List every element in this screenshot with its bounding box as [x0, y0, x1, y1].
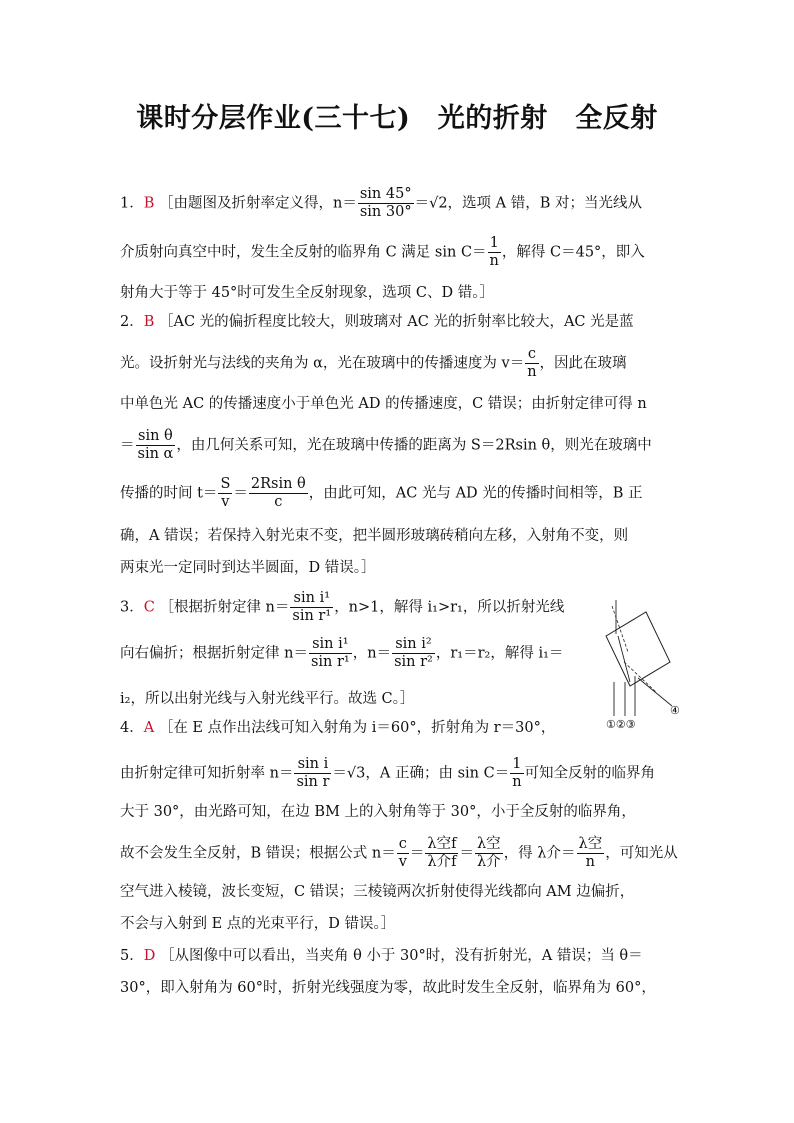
q4-text: ＝ [459, 845, 474, 862]
q1-line-1 [120, 186, 642, 221]
q3-line-2 [120, 636, 563, 671]
q4-answer: A [143, 720, 155, 736]
q3-text: ，r₁＝r₂，解得 i₁＝ [435, 645, 564, 662]
q3-fraction-1: $\frac{\text{sin i¹}}{\text{sin r¹}}$ [292, 590, 332, 624]
q4-fraction-5: $\frac{\text{λ空}}{\text{λ介}}$ [476, 836, 501, 870]
q2-text: ［AC 光的偏折程度比较大，则玻璃对 AC 光的折射率比较大，AC 光是蓝 [159, 314, 634, 330]
q1-line-3: 射角大于等于 45°时可发生全反射现象，选项 C、D 错。］ [120, 285, 494, 301]
q2-text: 传播的时间 t＝ [120, 485, 218, 502]
q5-line-2: 30°，即入射角为 60°时，折射光线强度为零，故此时发生全反射，临界角为 60°， [120, 980, 656, 996]
q2-text: 光。设折射光与法线的夹角为 α，光在玻璃中的传播速度为 v＝ [120, 355, 525, 372]
refraction-diagram [594, 596, 694, 732]
q2-text: ，因此在玻璃 [539, 355, 627, 372]
q2-fraction-3: $\frac{S}{v}$ [220, 476, 231, 510]
q2-line-5 [120, 476, 643, 511]
q4-line-6: 不会与入射到 E 点的光束平行，D 错误。］ [120, 916, 396, 932]
q4-fraction-2: $\frac{1}{n}$ [512, 756, 522, 790]
q3-text: 向右偏折；根据折射定律 n＝ [120, 645, 308, 662]
q4-fraction-6: $\frac{\text{λ空}}{n}$ [578, 836, 603, 870]
q3-text: ，n＝ [352, 645, 392, 662]
q1-text: ［由题图及折射率定义得，n＝ [159, 195, 357, 212]
q1-fraction-1: $\frac{\sin 45^\circ}{\sin 30^\circ}$ [359, 186, 412, 220]
q1-fraction-2: $\frac{1}{n}$ [489, 235, 499, 269]
q1-answer: B [143, 195, 155, 212]
q2-line-4 [120, 428, 652, 463]
q3-text: ，n>1，解得 i₁>r₁，所以折射光线 [334, 599, 565, 616]
q4-text: ，可知光从 [605, 845, 678, 862]
q2-text: ＝ [233, 485, 248, 502]
q2-text: ＝ [120, 437, 135, 454]
q1-text: 介质射向真空中时，发生全反射的临界角 C 满足 sin C＝ [120, 244, 487, 261]
page-title: 课时分层作业(三十七) 光的折射 全反射 [136, 103, 658, 134]
q1-line-2 [120, 235, 645, 270]
q2-text: ，由几何关系可知，光在玻璃中传播的距离为 S＝2Rsin θ，则光在玻璃中 [176, 437, 652, 454]
q3-text: ［根据折射定律 n＝ [159, 599, 290, 616]
q3-answer: C [143, 599, 155, 616]
q2-line-7: 两束光一定同时到达半圆面，D 错误。］ [120, 560, 376, 576]
q4-fraction-1: $\frac{\text{sin i}}{\text{sin r}}$ [296, 756, 330, 790]
ray-4 [638, 678, 672, 706]
diagram-label-123: ①②③ [606, 718, 636, 731]
q1-text: ＝√2，选项 A 错，B 对；当光线从 [414, 195, 642, 212]
q4-fraction-3: $\frac{c}{v}$ [398, 836, 407, 870]
q4-text: ［在 E 点作出法线可知入射角为 i＝60°，折射角为 r＝30°， [158, 720, 556, 736]
q1-number: 1． [120, 195, 144, 212]
q3-number: 3． [120, 599, 144, 616]
q4-text: ＝ [409, 845, 425, 862]
q5-answer: D [143, 948, 156, 964]
q4-text: 由折射定律可知折射率 n＝ [120, 765, 294, 782]
q4-fraction-4: $\frac{\text{λ空f}}{\text{λ介f}}$ [427, 836, 457, 870]
q3-line-3: i₂，所以出射光线与入射光线平行。故选 C。］ [120, 691, 415, 707]
q4-line-5: 空气进入棱镜，波长变短，C 错误；三棱镜两次折射使得光线都向 AM 边偏折， [120, 884, 635, 900]
q3-fraction-2: $\frac{\text{sin i¹}}{\text{sin r¹}}$ [310, 636, 350, 670]
q2-fraction-1: $\frac{c}{n}$ [527, 346, 537, 380]
q4-text: ，得 λ介＝ [503, 845, 576, 862]
q2-fraction-4: $\frac{\text{2Rsin θ}}{c}$ [250, 476, 306, 510]
q3-fraction-3: $\frac{\text{sin i²}}{\text{sin r²}}$ [394, 636, 433, 670]
diagram-label-4: ④ [670, 704, 680, 717]
q3-line-1 [120, 590, 564, 625]
q2-fraction-2: $\frac{\text{sin θ}}{\text{sin α}}$ [137, 428, 174, 462]
q5-text: ［从图像中可以看出，当夹角 θ 小于 30°时，没有折射光，A 错误；当 θ＝ [159, 948, 643, 964]
q4-line-3: 大于 30°，由光路可知，在边 BM 上的入射角等于 30°，小于全反射的临界角， [120, 804, 636, 820]
q2-line-3: 中单色光 AC 的传播速度小于单色光 AD 的传播速度，C 错误；由折射定律可得 n [120, 396, 647, 412]
q4-text: ＝√3，A 正确；由 sin C＝ [332, 765, 510, 782]
q4-text: 可知全反射的临界角 [524, 765, 656, 782]
q5-number: 5． [120, 948, 144, 964]
q2-number: 2． [120, 314, 144, 330]
refracted-ray [618, 636, 630, 682]
q4-number: 4． [120, 720, 144, 736]
q4-line-1 [120, 716, 555, 737]
q4-text: 故不会发生全反射，B 错误；根据公式 n＝ [120, 845, 396, 862]
q2-answer: B [143, 314, 155, 330]
q2-text: ，由此可知，AC 光与 AD 光的传播时间相等，B 正 [308, 485, 643, 502]
q5-line-1 [120, 944, 643, 965]
q2-line-1 [120, 310, 634, 331]
q2-line-6: 确，A 错误；若保持入射光束不变，把半圆形玻璃砖稍向左移，入射角不变，则 [120, 528, 629, 544]
q1-text: ，解得 C＝45°，即入 [501, 244, 645, 261]
q4-line-2 [120, 756, 655, 791]
q4-line-4 [120, 836, 678, 871]
q2-line-2 [120, 346, 627, 381]
